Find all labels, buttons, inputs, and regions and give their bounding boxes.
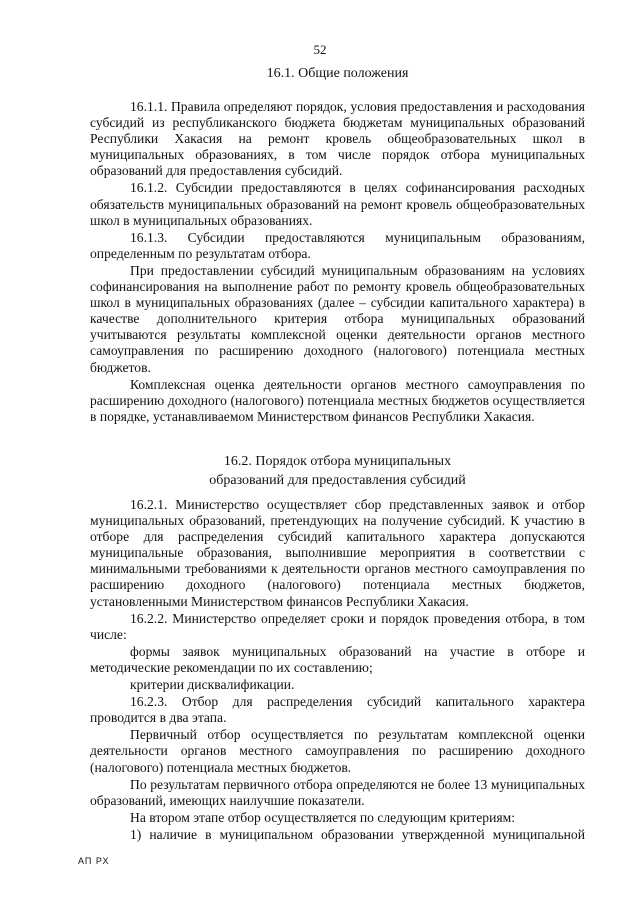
paragraph: Первичный отбор осуществляется по результатам комплексной оценки деятельности органов местного самоуправления по расширению доходного (налогового) потенциала местных бюджетов. [90, 727, 585, 775]
paragraph: 16.1.3. Субсидии предоставляются муниципальным образованиям, определенным по результатам отбора. [90, 229, 585, 261]
section-selection-procedure [90, 497, 585, 843]
paragraph: 1) наличие в муниципальном образовании утвержденной муниципальной [130, 826, 585, 842]
page-number: 52 [313, 42, 327, 57]
paragraph: 16.2.1. Министерство осуществляет сбор представленных заявок и отбор муниципальных образований, претендующих на получение субсидий. К участию в отборе для распределения субсидий капитального характера допускаются муниципальные образования, выполнившие мероприятия в соответствии с минимальными требованиями к деятельности органов местного самоуправления по расширению доходного (налогового) потенциала местных бюджетов, установленными Министерством финансов Республики Хакасия. [90, 497, 585, 609]
paragraph: 16.2.2. Министерство определяет сроки и порядок проведения отбора, в том числе: [90, 610, 585, 642]
paragraph: формы заявок муниципальных образований на участие в отборе и методические рекомендации по их составлению; [90, 643, 585, 675]
section-title-line: 16.2. Порядок отбора муниципальных [223, 454, 452, 469]
section-title-general-provisions: 16.1. Общие положения [266, 66, 409, 81]
paragraph: критерии дисквалификации. [130, 677, 295, 693]
paragraph: 16.1.2. Субсидии предоставляются в целях софинансирования расходных обязательств муниципальных образований на ремонт кровель общеобразовательных школ в муниципальных образованиях. [90, 180, 585, 228]
section-general-provisions [90, 99, 585, 425]
paragraph: По результатам первичного отбора определяются не более 13 муниципальных образований, имеющих наилучшие показатели. [90, 776, 585, 808]
paragraph: 16.1.1. Правила определяют порядок, условия предоставления и расходования субсидий из республиканского бюджета бюджетам муниципальных образований Республики Хакасия на ремонт кровель общеобразовательных школ в муниципальных образованиях, в том числе порядок отбора муниципальных образований для предоставления субсидий. [90, 99, 585, 179]
paragraph: 16.2.3. Отбор для распределения субсидий капитального характера проводится в два этапа. [90, 694, 585, 726]
paragraph: Комплексная оценка деятельности органов местного самоуправления по расширению доходного (налогового) потенциала местных бюджетов осуществляется в порядке, устанавливаемом Министерством финансов Республики Хакасия. [90, 376, 585, 424]
paragraph: При предоставлении субсидий муниципальным образованиям на условиях софинансирования на выполнение работ по ремонту кровель общеобразовательных школ в муниципальных образованиях (далее – субсидии капитального характера) в качестве дополнительного критерия отбора муниципальных образований учитываются результаты комплексной оценки деятельности органов местного самоуправления по расширению доходного (налогового) потенциала местных бюджетов. [90, 262, 585, 375]
paragraph: На втором этапе отбор осуществляется по следующим критериям: [130, 809, 515, 825]
section-title-line: образований для предоставления субсидий [209, 473, 466, 488]
footer-mark: АП РХ [78, 856, 110, 866]
section-title-selection-procedure [90, 452, 585, 490]
